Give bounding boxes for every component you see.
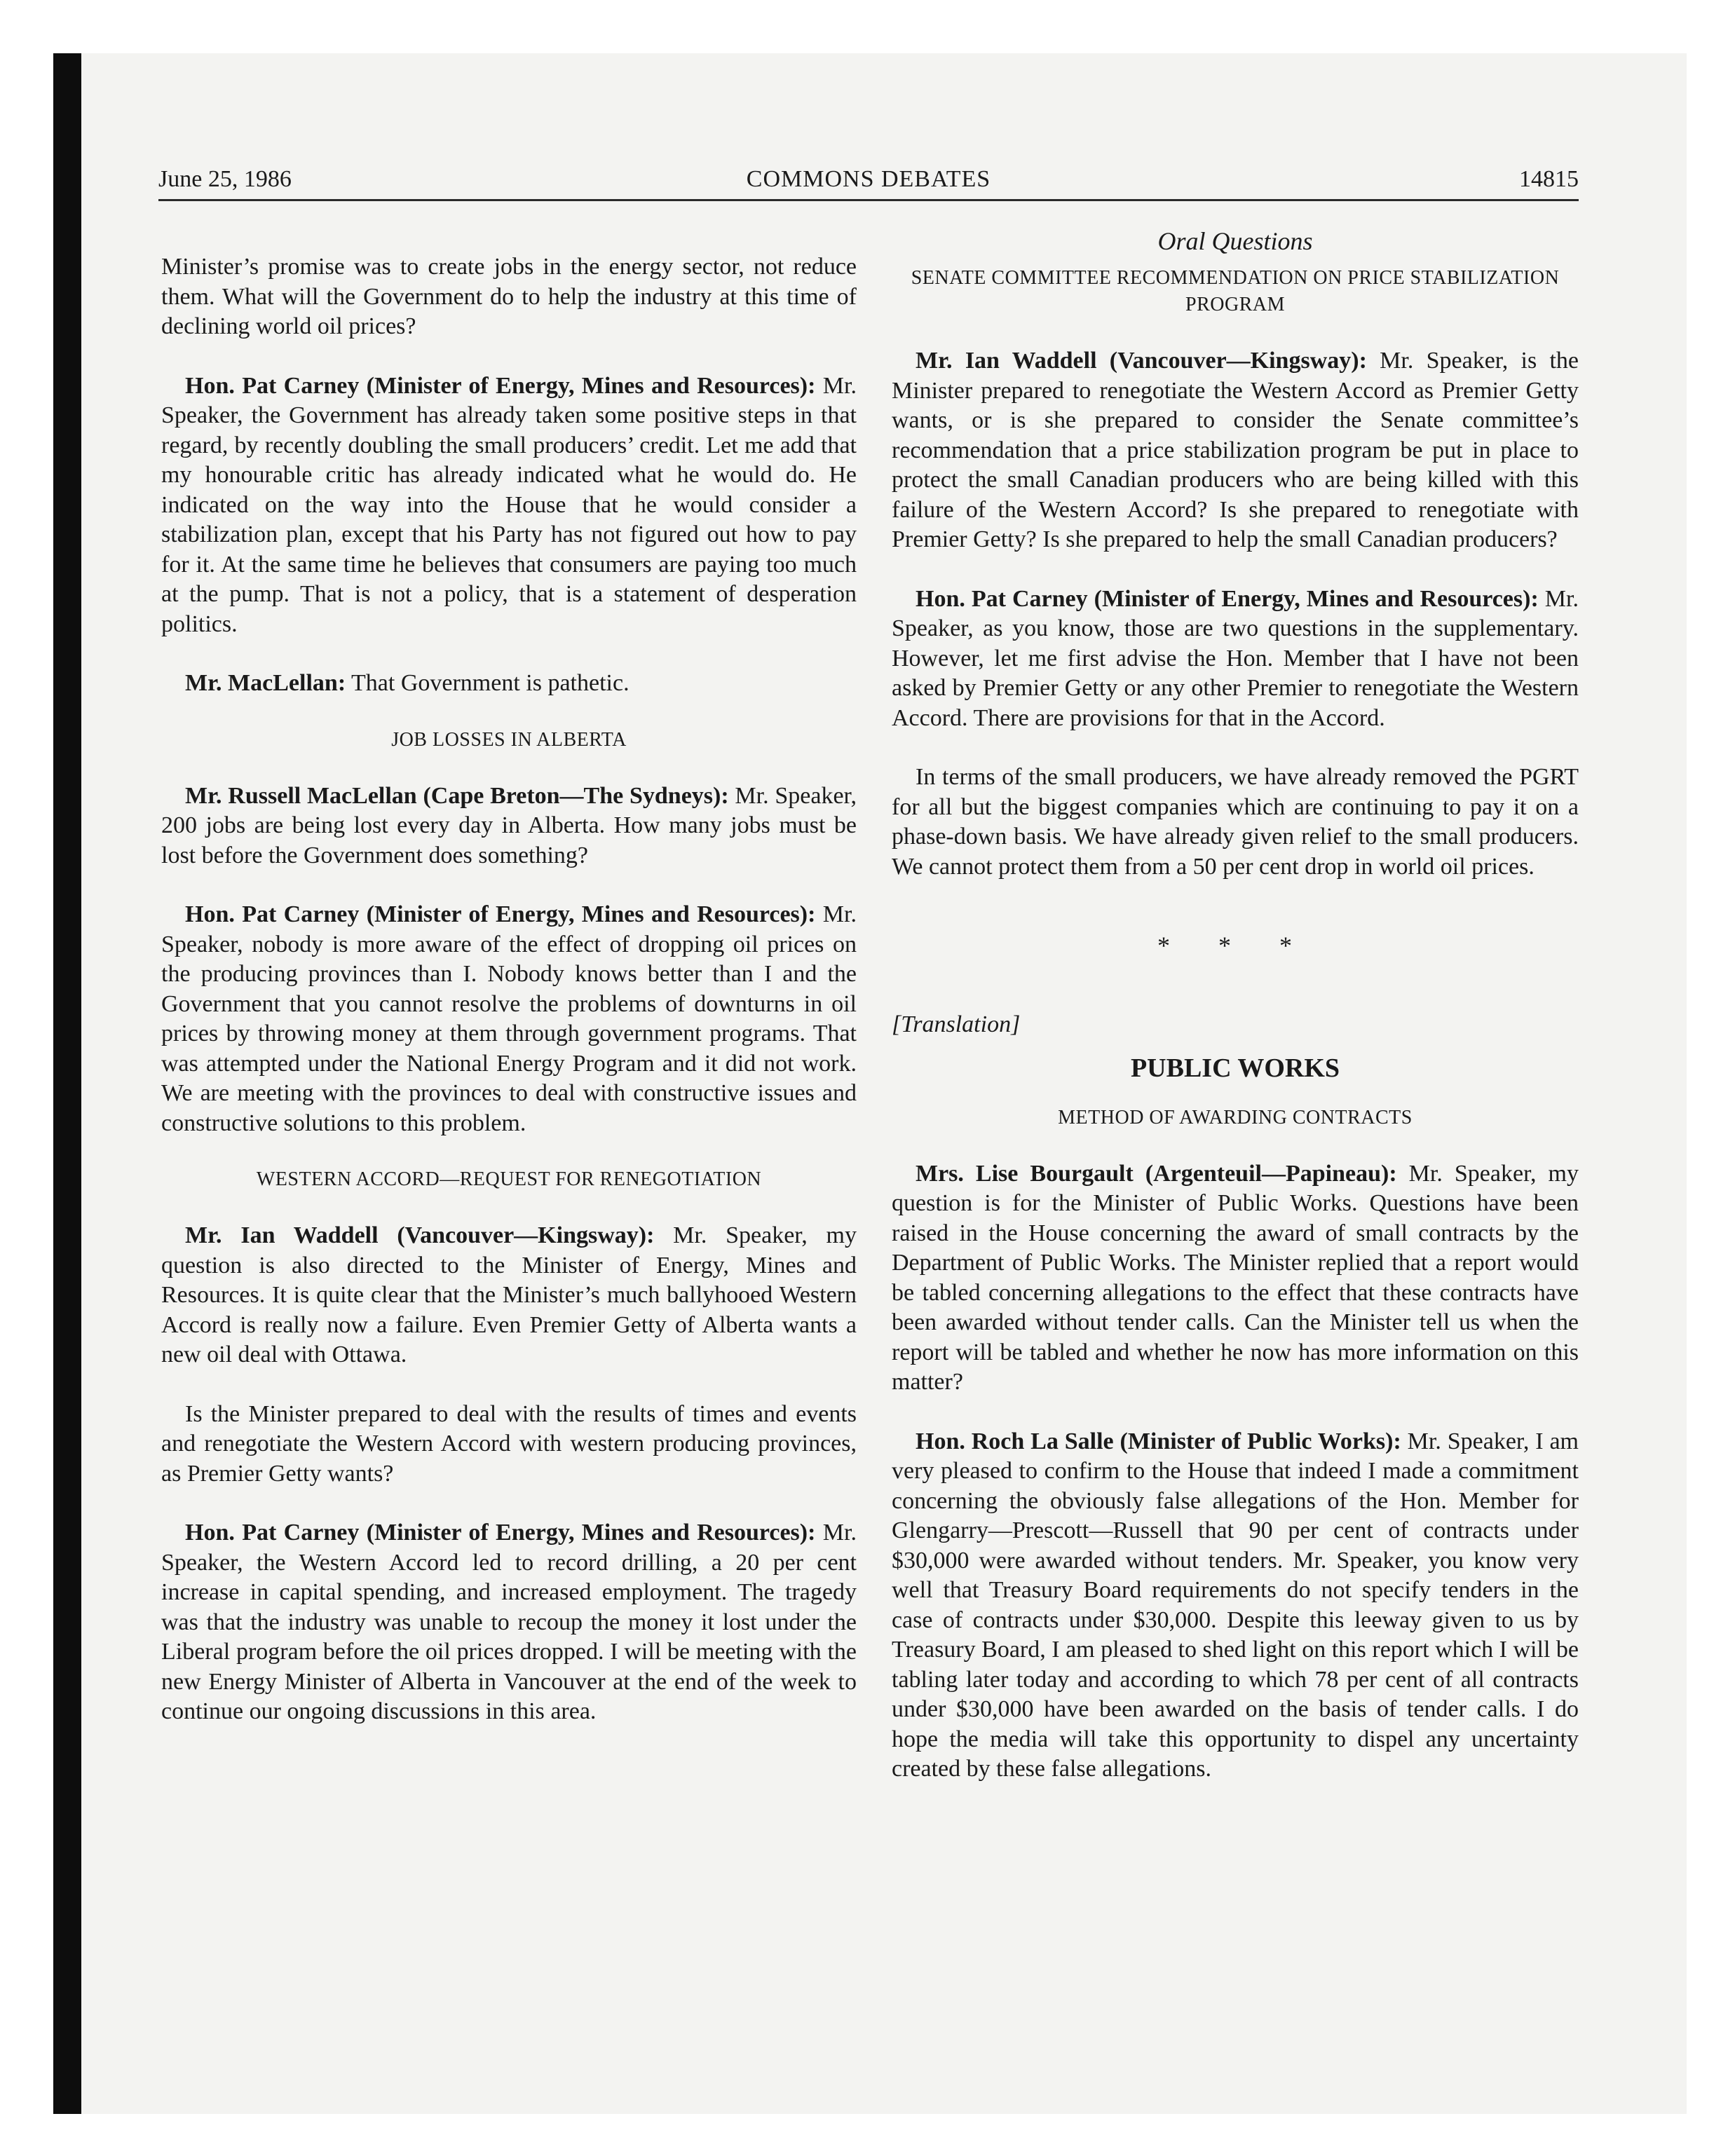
speaker: Hon. Pat Carney (Minister of Energy, Mines and Resources):: [185, 1520, 816, 1546]
speech: [161, 371, 857, 640]
section-heading: PUBLIC WORKS: [1130, 1053, 1340, 1083]
subheading: SENATE COMMITTEE RECOMMENDATION ON PRICE STABILIZATION PROGRAM: [911, 267, 1560, 315]
speech: [161, 1221, 857, 1370]
speech-text: Mr. Speaker, as you know, those are two questions in the supplementary. However, let me first advise the Hon. Member that I have not been asked by Premier Getty or any other Premier to renegotiate the Western Accord. There are provisions for that in the Accord.: [892, 585, 1579, 731]
paragraph: Minister’s promise was to create jobs in the energy sector, not reduce them. What will the Government do to help the industry at this time of declining world oil prices?: [161, 254, 857, 339]
header-date: June 25, 1986: [158, 166, 292, 192]
speaker: Mrs. Lise Bourgault (Argenteuil—Papineau):: [916, 1160, 1397, 1187]
speaker: Hon. Pat Carney (Minister of Energy, Mines and Resources):: [185, 372, 816, 399]
speech-text: Mr. Speaker, my question is also directed to the Minister of Energy, Mines and Resources. It is quite clear that the Minister’s much ballyhooed Western Accord is really now a failure. Even Premier Getty of Alberta wants a new oil deal with Ottawa.: [161, 1222, 857, 1367]
speech: [161, 782, 857, 871]
translation-marker: [Translation]: [892, 1011, 1021, 1037]
speaker: Mr. MacLellan:: [185, 670, 346, 696]
subheading: WESTERN ACCORD—REQUEST FOR RENEGOTIATION: [256, 1168, 762, 1190]
speaker: Hon. Roch La Salle (Minister of Public Works):: [916, 1428, 1401, 1454]
speaker: Hon. Pat Carney (Minister of Energy, Mines and Resources):: [916, 585, 1539, 612]
speech-text: Mr. Speaker, is the Minister prepared to renegotiate the Western Accord as Premier Getty wants, or is she prepared to consider the Senate committee’s recommendation that a price stabilization program be put in place to protect the small Canadian producers who are being killed with this failure of the Western Accord? Is she prepared to renegotiate with Premier Getty? Is she prepared to help the small Canadian producers?: [892, 348, 1579, 552]
speech: [892, 1159, 1579, 1398]
speech-text: Mr. Speaker, I am very pleased to confirm to the House that indeed I made a commitment concerning the obviously false allegations of the Hon. Member for Glengarry—Prescott—Russell that 90 per cent of contracts under $30,000 were awarded without tenders. Mr. Speaker, you know very well that Treasury Board requirements do not specify tenders in the case of contracts under $30,000. Despite this leeway given to us by Treasury Board, I am pleased to shed light on this report which I will be tabling later today and according to which 78 per cent of all contracts under $30,000 have been awarded on the basis of tender calls. I do hope the media will take this opportunity to dispel any uncertainty created by these false allegations.: [892, 1428, 1579, 1782]
subheading: METHOD OF AWARDING CONTRACTS: [1058, 1106, 1413, 1128]
speaker: Hon. Pat Carney (Minister of Energy, Mines and Resources):: [185, 901, 816, 927]
speech-text: Mr. Speaker, my question is for the Minister of Public Works. Questions have been raised in the House concerning the award of small contracts by the Department of Public Works. The Minister replied that a report would be tabled concerning allegations to the effect that these contracts have been awarded without tender calls. Can the Minister tell us when the report will be tabled and whether he now has more information on this matter?: [892, 1160, 1579, 1395]
binding-edge: [53, 53, 81, 2114]
speech: [892, 585, 1579, 734]
left-column: [161, 252, 857, 1727]
paragraph: Is the Minister prepared to deal with the results of times and events and renegotiate the Western Accord with western producing provinces, as Premier Getty wants?: [161, 1400, 857, 1487]
speech: [892, 1427, 1579, 1785]
speech-text: Mr. Speaker, the Government has already taken some positive steps in that regard, by recently doubling the small producers’ credit. Let me add that my honourable critic has already indicated what he would do. He indicated on the way into the House that he would consider a stabilization plan, except that his Party has not figured out how to pay for it. At the same time he believes that consumers are paying too much at the pump. That is not a policy, that is a statement of desperation politics.: [161, 372, 857, 637]
paragraph: In terms of the small producers, we have already removed the PGRT for all but the biggest companies which are continuing to pay it on a phase-down basis. We have already given relief to the small producers. We cannot protect them from a 50 per cent drop in world oil prices.: [892, 764, 1579, 880]
page-number: 14815: [1519, 166, 1579, 192]
speech: [892, 346, 1579, 555]
section-separator: * * *: [1157, 932, 1313, 960]
speech: [161, 1518, 857, 1727]
right-column: [892, 224, 1579, 1785]
speech-text: Mr. Speaker, the Western Accord led to record drilling, a 20 per cent increase in capital spending, and increased employment. The tragedy was that the industry was unable to recoup the money it lost under the Liberal program before the oil prices dropped. I will be meeting with the new Energy Minister of Alberta in Vancouver at the end of the week to continue our ongoing discussions in this area.: [161, 1520, 857, 1724]
running-header: [158, 163, 1579, 201]
speech: [161, 900, 857, 1138]
speech-text: Mr. Speaker, nobody is more aware of the effect of dropping oil prices on the producing provinces than I. Nobody knows better than I and the Government that you cannot resolve the problems of downturns in oil prices by throwing money at them through government programs. That was attempted under the National Energy Program and it did not work. We are meeting with the provinces to deal with constructive issues and constructive solutions to this problem.: [161, 901, 857, 1136]
publication-title: COMMONS DEBATES: [746, 166, 991, 192]
subheading: JOB LOSSES IN ALBERTA: [391, 728, 627, 751]
speech-text: That Government is pathetic.: [346, 670, 630, 696]
speaker: Mr. Ian Waddell (Vancouver—Kingsway):: [916, 348, 1367, 374]
speaker: Mr. Ian Waddell (Vancouver—Kingsway):: [185, 1222, 655, 1248]
section-title: Oral Questions: [1157, 227, 1313, 255]
speech-text: Mr. Speaker, 200 jobs are being lost every day in Alberta. How many jobs must be lost before the Government does something?: [161, 782, 857, 868]
speaker: Mr. Russell MacLellan (Cape Breton—The Sydneys):: [185, 782, 729, 809]
speech: [161, 669, 857, 699]
